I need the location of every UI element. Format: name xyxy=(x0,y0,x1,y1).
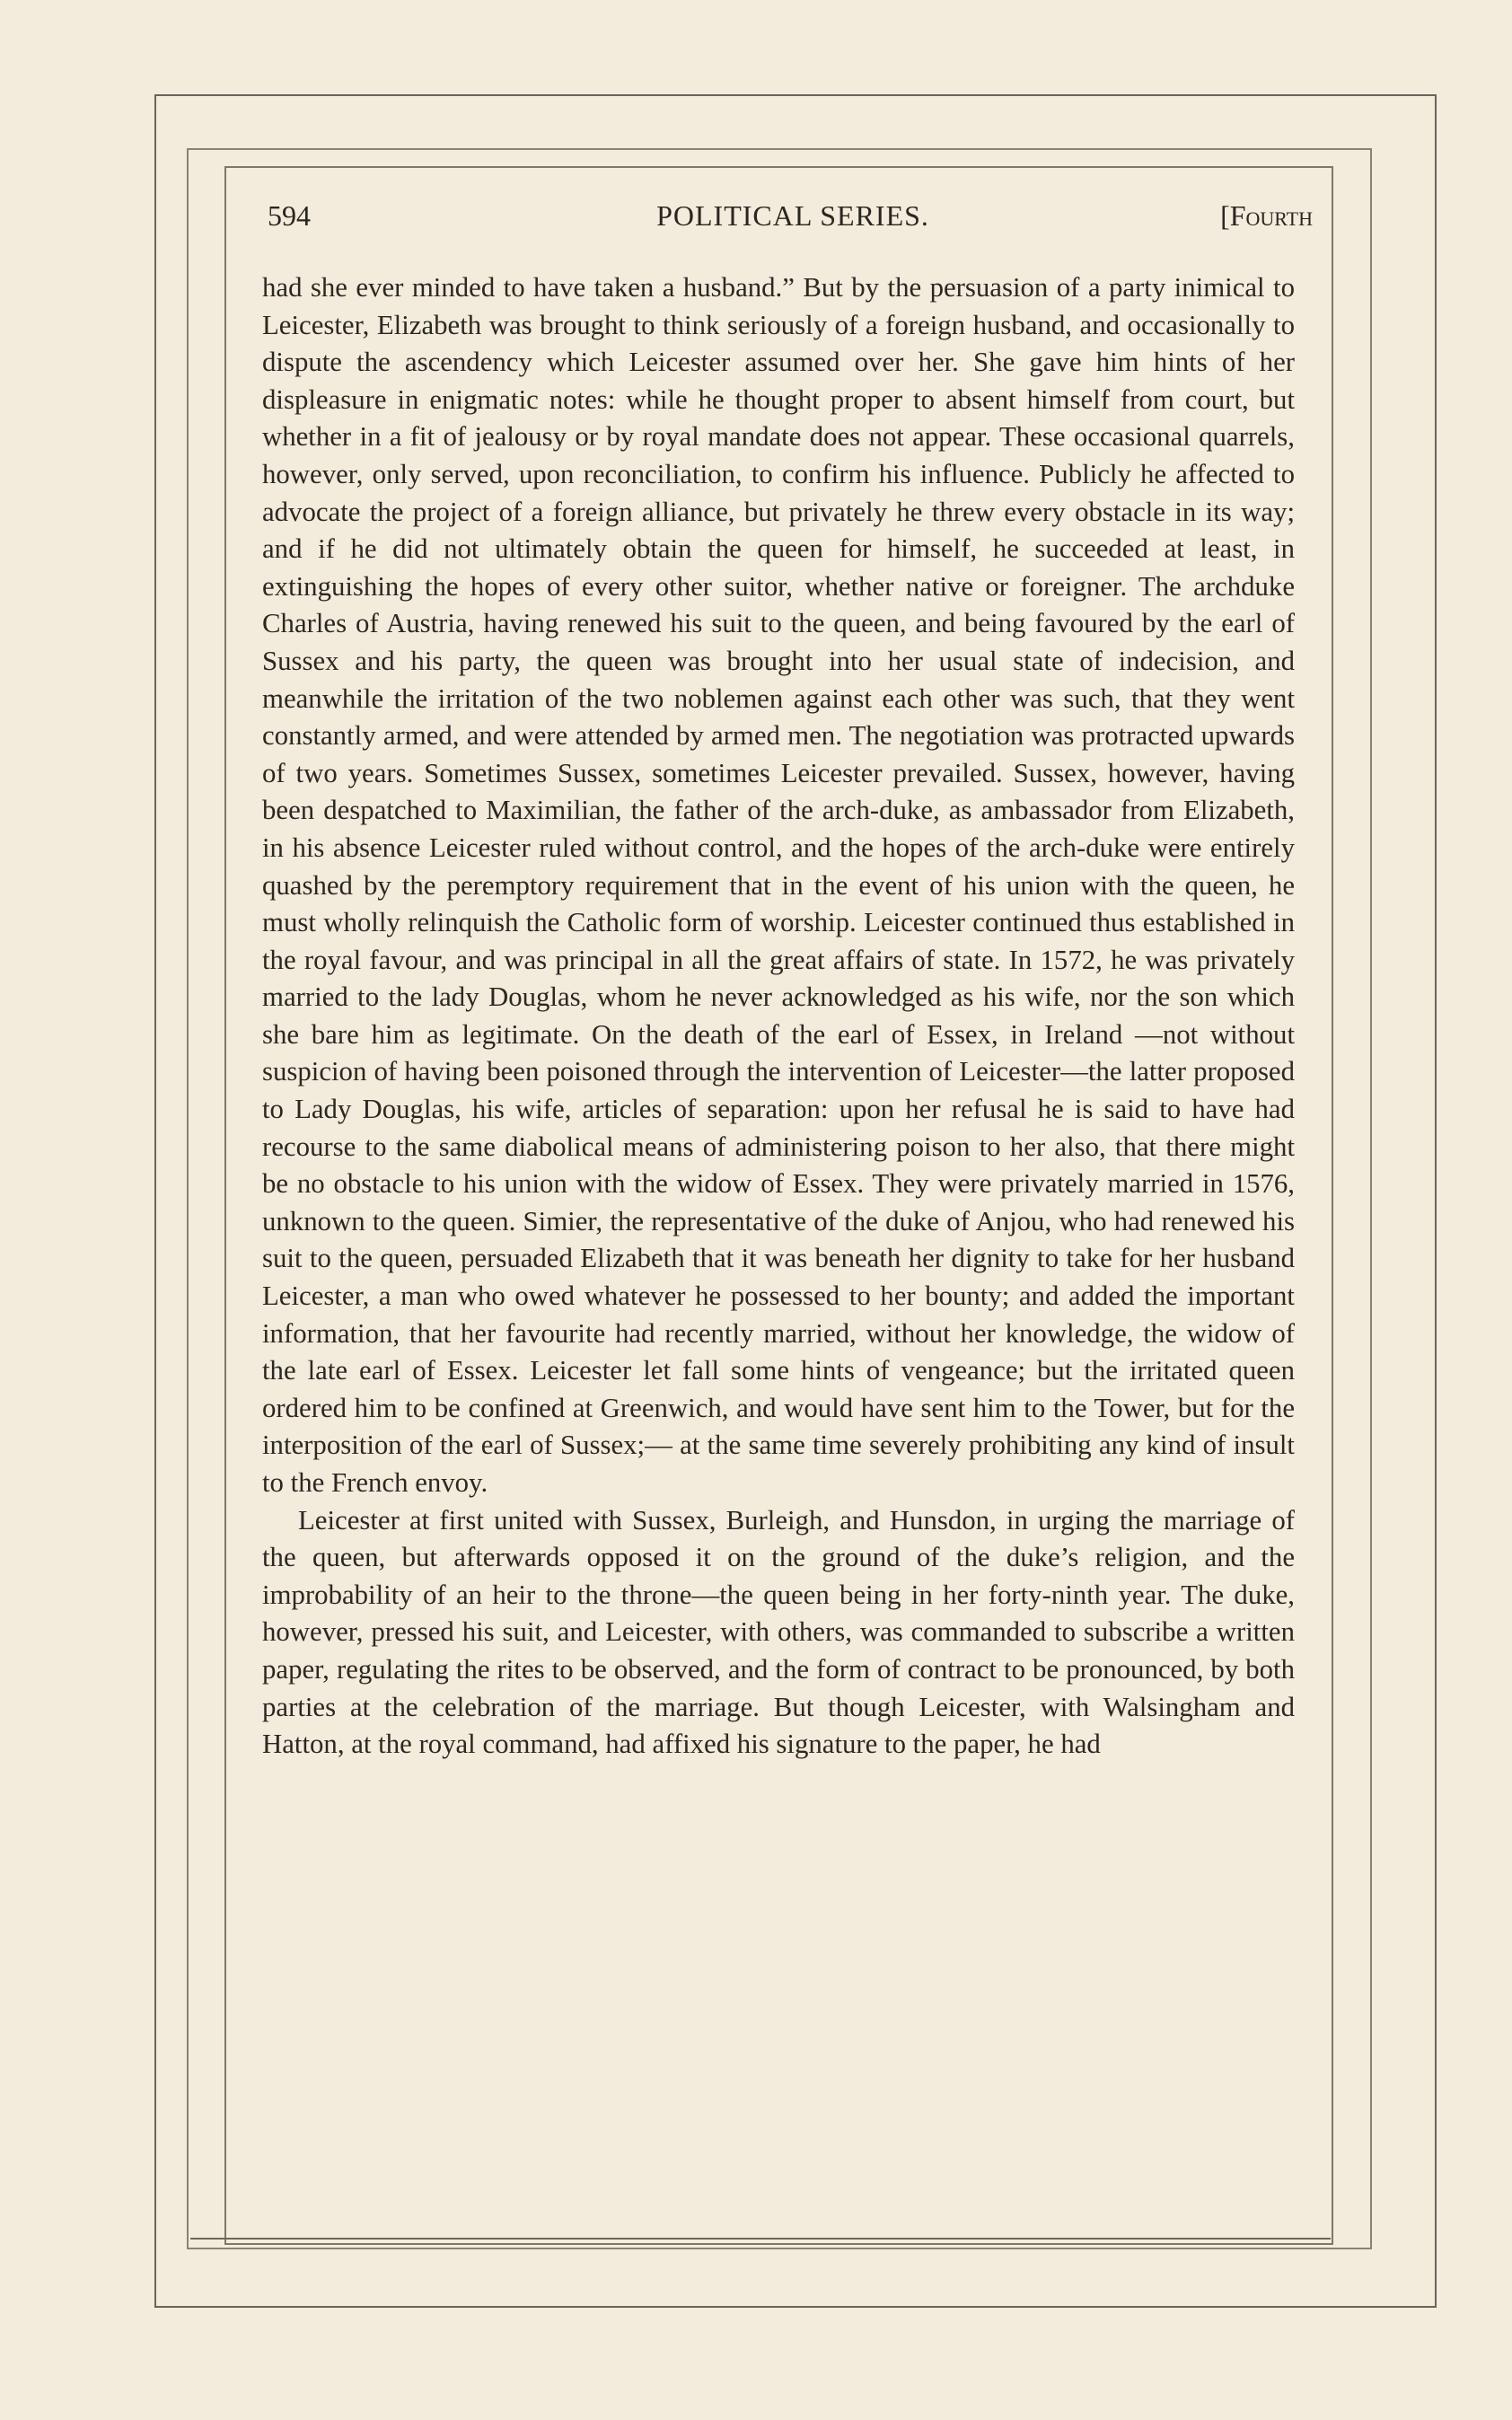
body-text xyxy=(262,269,1295,1764)
paragraph-1: had she ever minded to have taken a husband.” But by the persuasion of a party inimical to Leicester, Elizabeth was brought to think seriously of a foreign husband, and occasionally to dispute the ascendency which Leicester assumed over her. She gave him hints of her displeasure in enigmatic notes: while he thought proper to absent himself from court, but whether in a fit of jealousy or by royal mandate does not appear. These occasional quarrels, however, only served, upon reconciliation, to confirm his influence. Publicly he affected to advocate the project of a foreign alliance, but privately he threw every obstacle in its way; and if he did not ultimately obtain the queen for himself, he succeeded at least, in extinguishing the hopes of every other suitor, whether native or foreigner. The archduke Charles of Austria, having renewed his suit to the queen, and being favoured by the earl of Sussex and his party, the queen was brought into her usual state of indecision, and meanwhile the irritation of the two noblemen against each other was such, that they went constantly armed, and were attended by armed men. The negotiation was protracted upwards of two years. Sometimes Sussex, sometimes Leicester prevailed. Sussex, however, having been despatched to Maximilian, the father of the arch-duke, as ambassador from Elizabeth, in his absence Leicester ruled without control, and the hopes of the arch-duke were entirely quashed by the peremptory requirement that in the event of his union with the queen, he must wholly relinquish the Catholic form of worship. Leicester continued thus established in the royal favour, and was principal in all the great affairs of state. In 1572, he was privately married to the lady Douglas, whom he never acknowledged as his wife, nor the son which she bare him as legitimate. On the death of the earl of Essex, in Ireland —not without suspicion of having been poisoned through the intervention of Leicester—the latter proposed to Lady Douglas, his wife, articles of separation: upon her refusal he is said to have had recourse to the same diabolical means of administering poison to her also, that there might be no obstacle to his union with the widow of Essex. They were privately married in 1576, unknown to the queen. Simier, the representative of the duke of Anjou, who had renewed his suit to the queen, persuaded Elizabeth that it was beneath her dignity to take for her husband Leicester, a man who owed whatever he possessed to her bounty; and added the important information, that her favourite had recently married, without her knowledge, the widow of the late earl of Essex. Leicester let fall some hints of vengeance; but the irritated queen ordered him to be confined at Greenwich, and would have sent him to the Tower, but for the interposition of the earl of Sussex;— at the same time severely prohibiting any kind of insult to the French envoy. xyxy=(262,272,1295,1498)
paragraph-2: Leicester at first united with Sussex, Burleigh, and Hunsdon, in urging the marriage of the queen, but afterwards opposed it on the ground of the duke’s religion, and the improbability of an heir to the throne—the queen being in her forty-ninth year. The duke, however, pressed his suit, and Leicester, with others, was commanded to subscribe a written paper, regulating the rites to be observed, and the form of contract to be pronounced, by both parties at the celebration of the marriage. But though Leicester, with Walsingham and Hatton, at the royal command, had affixed his signature to the paper, he had xyxy=(262,1504,1295,1760)
bottom-rule xyxy=(190,2238,1331,2240)
running-title: POLITICAL SERIES. xyxy=(656,199,929,232)
section-label: [Fourth xyxy=(1220,199,1313,232)
page-number: 594 xyxy=(268,199,311,232)
running-head xyxy=(268,199,1318,244)
